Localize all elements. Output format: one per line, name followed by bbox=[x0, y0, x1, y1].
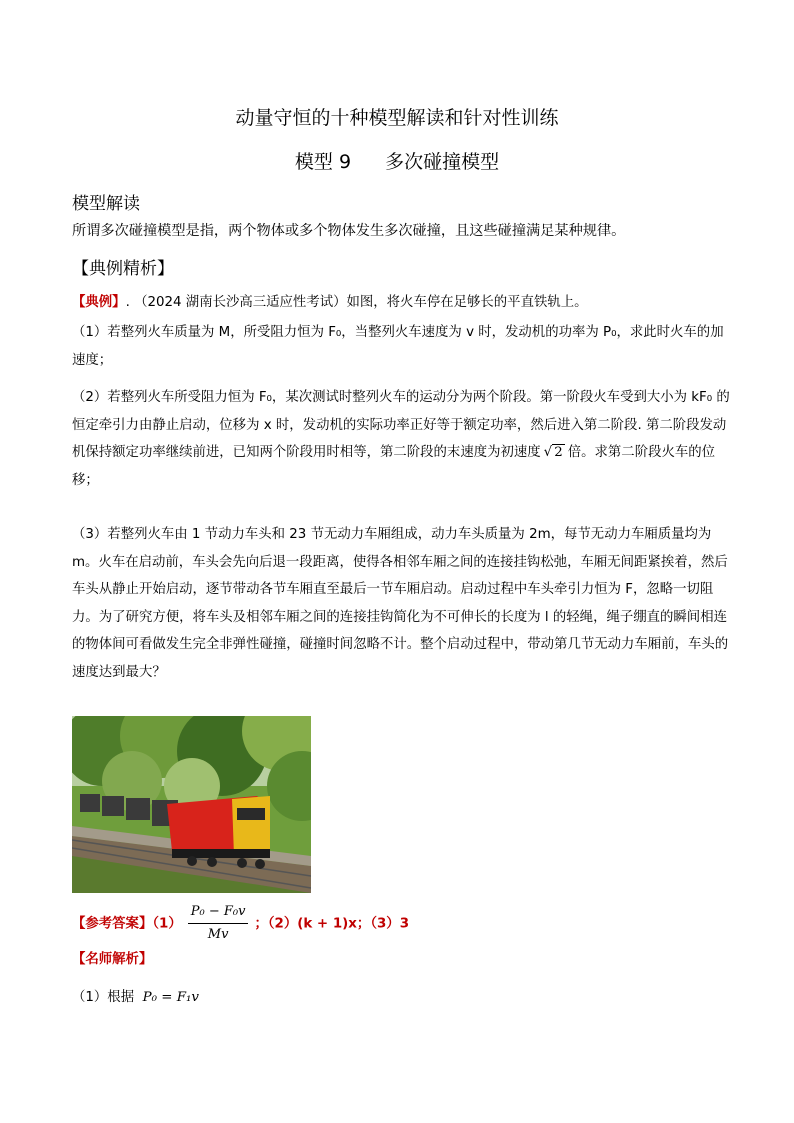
section-heading-example: 【典例精析】 bbox=[72, 259, 174, 279]
train-photo bbox=[72, 716, 311, 893]
answer-separator: ；（3） bbox=[356, 916, 400, 932]
reference-answer bbox=[72, 902, 409, 945]
answer-2: (k + 1)x bbox=[297, 916, 357, 932]
question-2-end: 倍。求第二阶段火车的位移； bbox=[72, 445, 716, 488]
solution-step-1 bbox=[72, 984, 732, 1012]
sqrt-radicand: 2 bbox=[554, 445, 563, 460]
answer-label: 【参考答案】（1） bbox=[72, 916, 182, 932]
section-heading-model: 模型解读 bbox=[72, 194, 140, 214]
model-number: 模型 9 bbox=[294, 151, 352, 173]
question-3: （3）若整列火车由 1 节动力车头和 23 节无动力车厢组成，动力车头质量为 2m，每节无动力车厢质量均为 m。火车在启动前，车头会先向后退一段距离，使得各相邻车厢之间的连接挂钩松弛，车厢无间距紧挨着，然后车头从静止开始启动，逐节带动各节车厢直至最后一节车厢启动。启动过程中车头牵引力恒为 F，忽略一切阻力。为了研究方便，将车头及相邻车厢之间的连接挂钩简化为不可伸长的长度为 l 的轻绳，绳子绷直的瞬间相连的物体间可看做发生完全非弹性碰撞，碰撞时间忽略不计。整个启动过程中，带动第几节无动力车厢前，车头的速度达到最大？ bbox=[72, 527, 729, 680]
answer-separator: ；（2） bbox=[254, 916, 298, 932]
solution-label: （1）根据 bbox=[72, 990, 135, 1005]
question-2-text: （2）若整列火车所受阻力恒为 F₀，某次测试时整列火车的运动分为两个阶段。第一阶段火车受到大小为 kF₀ 的恒定牵引力由静止启动，位移为 x 时，发动机的实际功率正好等于额定功率，然后进入第二阶段. 第二阶段发动机保持额定功率继续前进，已知两个阶段用时相等，第二阶段的末速度为初速度 bbox=[72, 390, 730, 460]
fraction-numerator: P₀ − F₀v bbox=[188, 902, 249, 924]
fraction-denominator: Mv bbox=[207, 927, 229, 942]
answer-3: 3 bbox=[399, 916, 410, 932]
example-header bbox=[72, 289, 732, 317]
page-title: 动量守恒的十种模型解读和针对性训练 bbox=[235, 107, 559, 129]
example-tag: 【典例】 bbox=[72, 295, 126, 310]
question-2 bbox=[72, 384, 732, 494]
model-intro: 所谓多次碰撞模型是指，两个物体或多个物体发生多次碰撞，且这些碰撞满足某种规律。 bbox=[72, 223, 626, 239]
example-source: . （2024 湖南长沙高三适应性考试）如图，将火车停在足够长的平直铁轨上。 bbox=[125, 295, 588, 310]
page-subtitle bbox=[0, 147, 794, 174]
answer-1-fraction bbox=[188, 902, 249, 945]
question-1: （1）若整列火车质量为 M，所受阻力恒为 F₀，当整列火车速度为 v 时，发动机的功率为 P₀，求此时火车的加速度； bbox=[72, 325, 724, 368]
model-name: 多次碰撞模型 bbox=[385, 151, 500, 173]
solution-equation: P₀ = F₁v bbox=[142, 990, 199, 1005]
sqrt-symbol: √ 2 bbox=[543, 445, 563, 460]
analysis-heading: 【名师解析】 bbox=[72, 952, 153, 967]
